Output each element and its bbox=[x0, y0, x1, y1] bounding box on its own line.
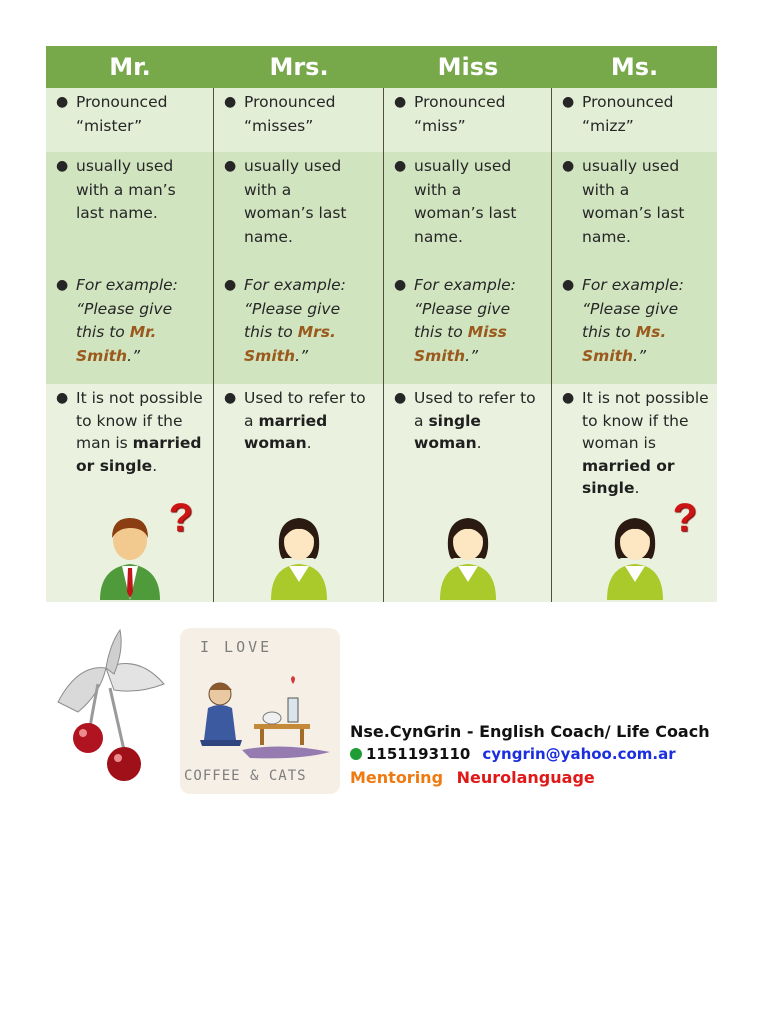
pronounce-cell-mr: ● Pronounced “mister” bbox=[46, 88, 214, 152]
question-mark-icon: ? bbox=[672, 496, 697, 540]
pronounce-label: Pronounced bbox=[582, 93, 674, 111]
pronounce-cell-mrs: ● Pronounced “misses” bbox=[214, 88, 384, 152]
example-line: For example: bbox=[582, 276, 684, 294]
question-mark-icon: ? bbox=[168, 496, 193, 540]
usage-line: name. bbox=[582, 227, 631, 246]
status-text: It is not possible to know if the man is bbox=[76, 389, 203, 452]
example-name: Smith bbox=[414, 346, 466, 365]
header-mr: Mr. bbox=[46, 46, 214, 88]
woman-avatar-icon bbox=[267, 508, 331, 600]
status-end: . bbox=[476, 434, 482, 452]
cartoon-caption: COFFEE & CATS bbox=[184, 768, 307, 784]
pronounce-value: “mizz” bbox=[582, 116, 634, 135]
example-name: Smith bbox=[76, 346, 128, 365]
header-miss: Miss bbox=[384, 46, 552, 88]
status-cell-miss: ● Used to refer to a single woman. bbox=[384, 384, 552, 602]
usage-line: with a bbox=[244, 180, 292, 199]
example-title: Miss bbox=[467, 323, 507, 341]
example-title: Ms. bbox=[635, 323, 667, 341]
pronounce-cell-miss: ● Pronounced “miss” bbox=[384, 88, 552, 152]
usage-line: usually used bbox=[244, 157, 342, 175]
header-ms: Ms. bbox=[552, 46, 717, 88]
usage-line: with a bbox=[414, 180, 462, 199]
coffee-cats-illustration bbox=[180, 628, 340, 794]
woman-avatar-icon bbox=[603, 508, 667, 600]
example-line: “Please give bbox=[582, 299, 679, 318]
pronounce-value: “miss” bbox=[414, 116, 466, 135]
example-name: Smith bbox=[244, 346, 296, 365]
usage-line: usually used bbox=[76, 157, 174, 175]
example-line: For example: bbox=[244, 276, 346, 294]
pronounce-value: “misses” bbox=[244, 116, 314, 135]
tag-mentoring: Mentoring bbox=[350, 768, 444, 787]
usage-line: last name. bbox=[76, 204, 158, 222]
contact-block bbox=[350, 722, 710, 787]
usage-cell-miss: ● usually used with a woman’s last name. ● For example: “Please give this to Miss Smith.” bbox=[384, 152, 552, 384]
header-mrs: Mrs. bbox=[214, 46, 384, 88]
pronounce-label: Pronounced bbox=[244, 93, 336, 111]
example-suffix: .” bbox=[465, 346, 479, 365]
example-line: “Please give bbox=[414, 299, 511, 318]
usage-line: usually used bbox=[582, 157, 680, 175]
email-address[interactable]: cyngrin@yahoo.com.ar bbox=[482, 745, 676, 763]
cartoon-title: I LOVE bbox=[200, 638, 273, 656]
example-line: this to bbox=[76, 323, 130, 341]
example-line: “Please give bbox=[244, 299, 341, 318]
status-text: It is not possible to know if the woman is bbox=[582, 389, 709, 452]
usage-cell-mrs: ● usually used with a woman’s last name. ● For example: “Please give this to Mrs. Smith.” bbox=[214, 152, 384, 384]
pronounce-label: Pronounced bbox=[414, 93, 506, 111]
example-line: this to bbox=[582, 323, 636, 341]
example-line: “Please give bbox=[76, 299, 173, 318]
cherry-brooch-image bbox=[48, 624, 170, 790]
man-avatar-icon bbox=[98, 508, 162, 600]
status-bold: single woman bbox=[414, 411, 481, 452]
phone-number: 1151193110 bbox=[366, 745, 471, 763]
status-text: Used to refer to a bbox=[414, 389, 536, 430]
usage-line: woman’s last bbox=[244, 204, 347, 222]
tag-neurolanguage: Neurolanguage bbox=[456, 768, 595, 787]
usage-line: usually used bbox=[414, 157, 512, 175]
usage-line: with a bbox=[582, 180, 630, 199]
status-text: Used to refer to a bbox=[244, 389, 366, 430]
pronounce-value: “mister” bbox=[76, 116, 143, 135]
example-title: Mrs. bbox=[297, 323, 336, 341]
titles-table bbox=[46, 46, 717, 602]
status-cell-mrs: ● Used to refer to a married woman. bbox=[214, 384, 384, 602]
usage-line: with a man’s bbox=[76, 180, 176, 199]
usage-line: woman’s last bbox=[414, 204, 517, 222]
example-line: this to bbox=[244, 323, 298, 341]
status-end: . bbox=[634, 479, 640, 497]
example-line: For example: bbox=[414, 276, 516, 294]
status-bold: married or single bbox=[76, 434, 202, 475]
status-bold: married woman bbox=[244, 411, 328, 452]
example-title: Mr. bbox=[129, 323, 157, 341]
usage-line: woman’s last bbox=[582, 204, 685, 222]
status-cell-mr: ● It is not possible to know if the man is married or single. ? bbox=[46, 384, 214, 602]
pronounce-label: Pronounced bbox=[76, 93, 168, 111]
pronounce-cell-ms: ● Pronounced “mizz” bbox=[552, 88, 717, 152]
usage-cell-mr: ● usually used with a man’s last name. ● For example: “Please give this to Mr. Smith.” bbox=[46, 152, 214, 384]
example-suffix: .” bbox=[127, 346, 141, 365]
example-suffix: .” bbox=[295, 346, 309, 365]
whatsapp-icon bbox=[350, 748, 362, 760]
usage-cell-ms: ● usually used with a woman’s last name. ● For example: “Please give this to Ms. Smith.” bbox=[552, 152, 717, 384]
coach-name: Nse.CynGrin - English Coach/ Life Coach bbox=[350, 722, 710, 741]
status-bold: married or single bbox=[582, 456, 675, 497]
example-line: this to bbox=[414, 323, 468, 341]
example-line: For example: bbox=[76, 276, 178, 294]
usage-line: name. bbox=[244, 227, 293, 246]
status-end: . bbox=[152, 456, 158, 475]
usage-line: name. bbox=[414, 227, 463, 246]
status-cell-ms: ● It is not possible to know if the woman is married or single. ? bbox=[552, 384, 717, 602]
woman-avatar-icon bbox=[436, 508, 500, 600]
status-end: . bbox=[306, 434, 312, 452]
example-suffix: .” bbox=[633, 346, 647, 365]
example-name: Smith bbox=[582, 346, 634, 365]
